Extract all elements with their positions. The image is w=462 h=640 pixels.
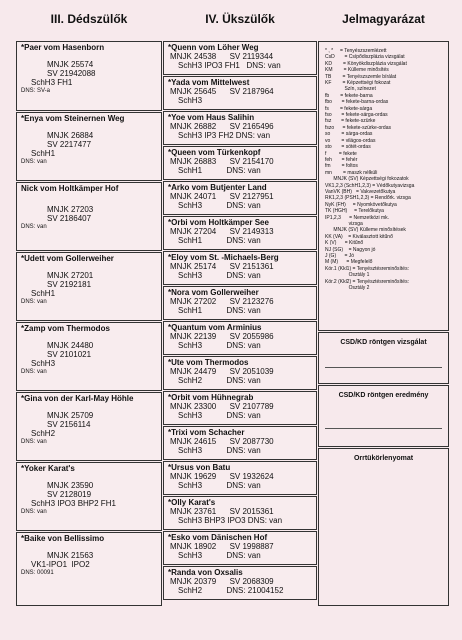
legend-line: vizsga bbox=[325, 220, 363, 227]
sv-number: SV 2128019 bbox=[47, 490, 92, 499]
great-great-grandparent-entry bbox=[163, 181, 317, 215]
legend-line: vo = világos-ordas bbox=[325, 137, 376, 144]
dog-name: Nick vom Holtkämper Hof bbox=[21, 184, 119, 193]
header-col2: IV. Ükszülők bbox=[205, 12, 275, 26]
csd-result-box bbox=[318, 385, 449, 447]
legend-line: MNJK (SV) Külleme minősítések bbox=[325, 227, 406, 234]
header-col3: Jelmagyarázat bbox=[342, 12, 425, 26]
legend-line: fm = foltos bbox=[325, 163, 358, 170]
great-grandparent-entry bbox=[16, 462, 162, 531]
reg-sv-numbers: MNJK 24071 SV 2127951 bbox=[170, 192, 274, 201]
legend-line: fs = fekete-sárga bbox=[325, 105, 373, 112]
orrtukor-box bbox=[318, 448, 449, 606]
legend-line: Szín, színezet bbox=[325, 86, 376, 93]
titles: SchH1 bbox=[31, 149, 56, 158]
reg-sv-numbers: MNJK 22139 SV 2055986 bbox=[170, 332, 274, 341]
dog-name: *Yada vom Mittelwest bbox=[168, 78, 250, 87]
reg-number: MNJK 27201 bbox=[47, 271, 94, 280]
great-great-grandparent-entry bbox=[163, 41, 317, 75]
legend-line: J (G) = Jó bbox=[325, 253, 355, 259]
dns-status: DNS: van bbox=[21, 299, 47, 305]
dns-status: DNS: van bbox=[21, 159, 47, 165]
legend-line: TK (HGH) = Terelőkutya bbox=[325, 208, 384, 215]
titles-dns: SchH1 DNS: van bbox=[178, 236, 261, 245]
dog-name: *Baike von Bellissimo bbox=[21, 534, 105, 543]
reg-sv-numbers: MNJK 24615 SV 2087730 bbox=[170, 437, 274, 446]
titles: SchH1 bbox=[31, 289, 56, 298]
great-great-grandparent-entry bbox=[163, 286, 317, 320]
reg-number: MNJK 21563 bbox=[47, 551, 94, 560]
titles-dns: SchH3 IP3 FH2 DNS: van bbox=[178, 131, 271, 140]
dog-name: *Orbi vom Holtkämper See bbox=[168, 218, 269, 227]
great-grandparent-entry bbox=[16, 532, 162, 606]
reg-sv-numbers: MNJK 27204 SV 2149313 bbox=[170, 227, 274, 236]
reg-sv-numbers: MNJK 27202 SV 2123276 bbox=[170, 297, 274, 306]
legend-line: M (M) = Megfelelő bbox=[325, 259, 373, 266]
reg-number: MNJK 25709 bbox=[47, 411, 94, 420]
sv-number: SV 2156114 bbox=[47, 420, 91, 429]
great-great-grandparent-entry bbox=[163, 146, 317, 180]
great-great-grandparent-entry bbox=[163, 356, 317, 390]
legend-line: feh = fehér bbox=[325, 156, 358, 163]
great-grandparent-entry bbox=[16, 41, 162, 111]
great-great-grandparent-entry bbox=[163, 251, 317, 285]
great-great-grandparent-entry bbox=[163, 216, 317, 250]
legend-line: mn = maszk nélküli bbox=[325, 169, 378, 176]
reg-sv-numbers: MNJK 26882 SV 2165496 bbox=[170, 122, 274, 131]
reg-number: MNJK 23590 bbox=[47, 481, 94, 490]
great-great-grandparent-entry bbox=[163, 76, 317, 110]
titles-dns: SchH3 DNS: van bbox=[178, 551, 261, 560]
dns-status: DNS: van bbox=[21, 439, 47, 445]
sv-number: SV 2192181 bbox=[47, 280, 92, 289]
legend-line: fb = fekete-barna bbox=[325, 92, 373, 99]
reg-sv-numbers: MNJK 25645 SV 2187964 bbox=[170, 87, 274, 96]
great-grandparent-entry bbox=[16, 322, 162, 391]
sv-number: SV 2186407 bbox=[47, 214, 92, 223]
dog-name: *Yoe vom Haus Salihin bbox=[168, 113, 255, 122]
dog-name: *Randa von Oxsalis bbox=[168, 568, 243, 577]
legend-line: fbo = fekete-barna-ordas bbox=[325, 99, 389, 106]
legend-line: KM = Külleme minősítés bbox=[325, 67, 389, 74]
dog-name: *Orbit vom Hühnegrab bbox=[168, 393, 254, 402]
orrtukor-title: Orrtükörlenyomat bbox=[353, 455, 414, 462]
great-grandparent-entry bbox=[16, 252, 162, 321]
dog-name: *Eloy vom St. -Michaels-Berg bbox=[168, 253, 279, 262]
titles-dns: SchH2 DNS: 21004152 bbox=[178, 586, 284, 595]
legend-line: fsz = fekete-szürke bbox=[325, 118, 376, 125]
dog-name: *Nora vom Gollerweiher bbox=[168, 288, 259, 297]
reg-sv-numbers: MNJK 23761 SV 2015361 bbox=[170, 507, 274, 516]
legend-line: KK (VA) = Kiválasztott kitűnő bbox=[325, 233, 393, 240]
great-great-grandparent-entry bbox=[163, 566, 317, 600]
legend-line: KF = Képzettségi fokozat bbox=[325, 80, 391, 87]
great-great-grandparent-entry bbox=[163, 111, 317, 145]
reg-sv-numbers: MNJK 23300 SV 2107789 bbox=[170, 402, 274, 411]
sv-number: SV 2217477 bbox=[47, 140, 92, 149]
titles-dns: SchH3 IPO3 FH1 DNS: van bbox=[178, 61, 281, 70]
dog-name: *Udett vom Gollerweiher bbox=[21, 254, 114, 263]
legend-line: K (V) = Kitűnő bbox=[325, 240, 364, 247]
titles-dns: SchH1 DNS: van bbox=[178, 306, 261, 315]
reg-sv-numbers: MNJK 24479 SV 2051039 bbox=[170, 367, 274, 376]
great-great-grandparent-entry bbox=[163, 496, 317, 530]
titles-dns: SchH3 DNS: van bbox=[178, 271, 261, 280]
reg-number: MNJK 26884 bbox=[47, 131, 94, 140]
legend-line: NyK (FH) = Nyomkövetőkutya bbox=[325, 201, 397, 208]
reg-sv-numbers: MNJK 19629 SV 1932624 bbox=[170, 472, 274, 481]
titles: SchH3 IPO3 BHP2 FH1 bbox=[31, 499, 116, 508]
great-grandparent-entry bbox=[16, 112, 162, 181]
dog-name: *Enya vom Steinernen Weg bbox=[21, 114, 125, 123]
dog-name: *Quantum vom Arminius bbox=[168, 323, 262, 332]
legend-line: CsD = Csípődiszplázia vizsgálat bbox=[325, 54, 405, 61]
titles-dns: SchH2 DNS: van bbox=[178, 376, 261, 385]
legend-line: fso = fekete-sárga-ordas bbox=[325, 112, 388, 119]
legend-line: Kör.2 (Kkl2) = Tenyésztésreminősítés: bbox=[325, 278, 409, 285]
legend-line: RK1,2,3 (PSH1,2,3) = Rendőrk. vizsga bbox=[325, 195, 411, 202]
titles-dns: SchH3 DNS: van bbox=[178, 341, 261, 350]
dog-name: *Quenn vom Löher Weg bbox=[168, 43, 259, 52]
reg-sv-numbers: MNJK 24538 SV 2119344 bbox=[170, 52, 274, 61]
dog-name: *Paer vom Hasenborn bbox=[21, 43, 105, 52]
csd-exam-title: CSD/KD röntgen vizsgálat bbox=[340, 339, 427, 346]
csd-exam-box bbox=[318, 332, 449, 384]
legend-line: * , * = Tenyészszemlézett bbox=[325, 48, 387, 54]
reg-sv-numbers: MNJK 25174 SV 2151361 bbox=[170, 262, 274, 271]
csd-exam-line bbox=[325, 367, 442, 368]
legend-line: MNJK (SV) Képzettségi fokozatok bbox=[325, 176, 409, 183]
legend-line: TB = Tenyészszemle bírálat bbox=[325, 73, 397, 80]
titles: SchH2 bbox=[31, 429, 56, 438]
great-grandparent-entry bbox=[16, 182, 162, 251]
dns-status: DNS: 00091 bbox=[21, 570, 54, 576]
dns-status: DNS: SV-a bbox=[21, 88, 51, 94]
legend-line: VanVK (BH) = Vakvezetőkutya bbox=[325, 188, 396, 195]
sv-number: SV 21942088 bbox=[47, 69, 96, 78]
dog-name: *Ute vom Thermodos bbox=[168, 358, 249, 367]
titles: SchH3 bbox=[31, 359, 56, 368]
titles-dns: SchH3 DNS: van bbox=[178, 481, 261, 490]
legend-line: IP1,2,3 = Nemzetközi mk. bbox=[325, 214, 390, 221]
legend-line: VK1,2,3 (SchH1,2,3) = Védőkutyavizsga bbox=[325, 182, 415, 189]
titles-dns: SchH3 DNS: van bbox=[178, 446, 261, 455]
dog-name: *Arko vom Butjenter Land bbox=[168, 183, 267, 192]
titles: VK1-IPO1 IPO2 bbox=[31, 560, 90, 569]
titles-dns: SchH3 bbox=[178, 96, 203, 105]
dog-name: *Ursus von Batu bbox=[168, 463, 231, 472]
sv-number: SV 2101021 bbox=[47, 350, 92, 359]
dns-status: DNS: van bbox=[21, 509, 47, 515]
great-great-grandparent-entry bbox=[163, 426, 317, 460]
great-great-grandparent-entry bbox=[163, 391, 317, 425]
dns-status: DNS: van bbox=[21, 224, 47, 230]
reg-number: MNJK 25574 bbox=[47, 60, 94, 69]
legend-box bbox=[318, 41, 449, 331]
great-great-grandparent-entry bbox=[163, 321, 317, 355]
great-great-grandparent-entry bbox=[163, 461, 317, 495]
reg-number: MNJK 27203 bbox=[47, 205, 94, 214]
reg-sv-numbers: MNJK 18902 SV 1998887 bbox=[170, 542, 274, 551]
legend-line: fszo = fekete-szürke-ordas bbox=[325, 124, 391, 131]
titles-dns: SchH3 DNS: van bbox=[178, 411, 261, 420]
great-great-grandparent-entry bbox=[163, 531, 317, 565]
legend-line: Kör.1 (Kkl1) = Tenyésztésreminősítés: bbox=[325, 265, 409, 272]
pedigree-sheet bbox=[11, 8, 451, 628]
titles-dns: SchH3 BHP3 IPO3 DNS: van bbox=[178, 516, 283, 525]
titles-dns: SchH1 DNS: van bbox=[178, 166, 261, 175]
header-col1: III. Dédszülők bbox=[50, 12, 128, 26]
dog-name: *Yoker Karat's bbox=[21, 464, 75, 473]
reg-sv-numbers: MNJK 26883 SV 2154170 bbox=[170, 157, 274, 166]
legend-line: KD = Könyökdiszplázia vizsgálat bbox=[325, 60, 407, 67]
dog-name: *Esko vom Dänischen Hof bbox=[168, 533, 268, 542]
reg-sv-numbers: MNJK 20379 SV 2068309 bbox=[170, 577, 274, 586]
legend-line: Osztály 1 bbox=[325, 272, 370, 279]
dog-name: *Trixi vom Schacher bbox=[168, 428, 245, 437]
titles: SchH3 FH1 bbox=[31, 78, 73, 87]
reg-number: MNJK 24480 bbox=[47, 341, 94, 350]
legend-line: so = sárga-ordas bbox=[325, 131, 373, 138]
dog-name: *Queen vom Türkenkopf bbox=[168, 148, 261, 157]
legend-line: Osztály 2 bbox=[325, 285, 370, 292]
dns-status: DNS: van bbox=[21, 369, 47, 375]
legend-line: NJ (SG) = Nagyon jó bbox=[325, 246, 376, 253]
csd-result-title: CSD/KD röntgen eredmény bbox=[338, 392, 429, 399]
dog-name: *Zamp vom Thermodos bbox=[21, 324, 110, 333]
dog-name: *Gina von der Karl-May Höhle bbox=[21, 394, 134, 403]
titles-dns: SchH3 DNS: van bbox=[178, 201, 261, 210]
legend-line: f = fekete bbox=[325, 150, 357, 157]
csd-result-line bbox=[325, 428, 442, 429]
great-grandparent-entry bbox=[16, 392, 162, 461]
dog-name: *Olly Karat's bbox=[168, 498, 216, 507]
legend-line: sto = sötét-ordas bbox=[325, 144, 371, 151]
